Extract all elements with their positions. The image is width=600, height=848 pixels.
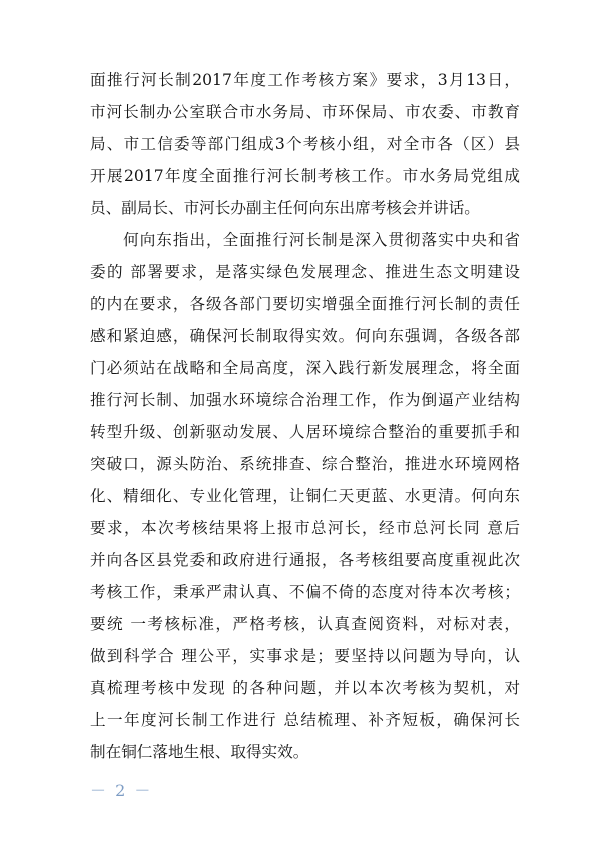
text-line: 市河长制办公室联合市水务局、市环保局、市农委、市教育 [90,103,520,121]
paragraph-main [90,224,520,768]
text-line: 门必须站在战略和全局高度，深入践行新发展理念，将全面 [90,359,520,377]
text-line: 何向东指出，全面推行河长制是深入贯彻落实中央和省 [90,231,520,249]
paragraph-continued [90,64,520,224]
text-line: 员、副局长、市河长办副主任何向东出席考核会并讲话。 [90,199,480,217]
text-line: 做到科学合 理公平，实事求是；要坚持以问题为导向，认 [90,647,520,665]
text-line: 转型升级、创新驱动发展、人居环境综合整治的重要抓手和 [90,423,520,441]
text-line: 上一年度河长制工作进行 总结梳理、补齐短板，确保河长 [90,711,520,729]
text-line: 局、市工信委等部门组成3个考核小组，对全市各（区）县 [90,135,520,153]
text-line: 考核工作，秉承严肃认真、不偏不倚的态度对待本次考核； [90,583,520,601]
document-body [90,64,520,768]
page-number: － 2 － [90,781,153,800]
text-line: 的内在要求，各级各部门要切实增强全面推行河长制的责任 [90,295,520,313]
text-line: 真梳理考核中发现 的各种问题，并以本次考核为契机，对 [90,679,520,697]
text-line: 推行河长制、加强水环境综合治理工作，作为倒逼产业结构 [90,391,520,409]
text-line: 感和紧迫感，确保河长制取得实效。何向东强调，各级各部 [90,327,520,345]
text-line: 化、精细化、专业化管理，让铜仁天更蓝、水更清。何向东 [90,487,520,505]
text-line: 突破口，源头防治、系统排查、综合整治，推进水环境网格 [90,455,520,473]
text-line: 要统 一考核标准，严格考核，认真查阅资料，对标对表， [90,615,520,633]
text-line: 开展2017年度全面推行河长制考核工作。市水务局党组成 [90,167,520,185]
text-line: 制在铜仁落地生根、取得实效。 [90,743,309,761]
text-line: 委的 部署要求，是落实绿色发展理念、推进生态文明建设 [90,263,520,281]
text-line: 要求，本次考核结果将上报市总河长，经市总河长同 意后 [90,519,520,537]
text-line: 面推行河长制2017年度工作考核方案》要求，3月13日， [90,71,520,89]
text-line: 并向各区县党委和政府进行通报，各考核组要高度重视此次 [90,551,520,569]
